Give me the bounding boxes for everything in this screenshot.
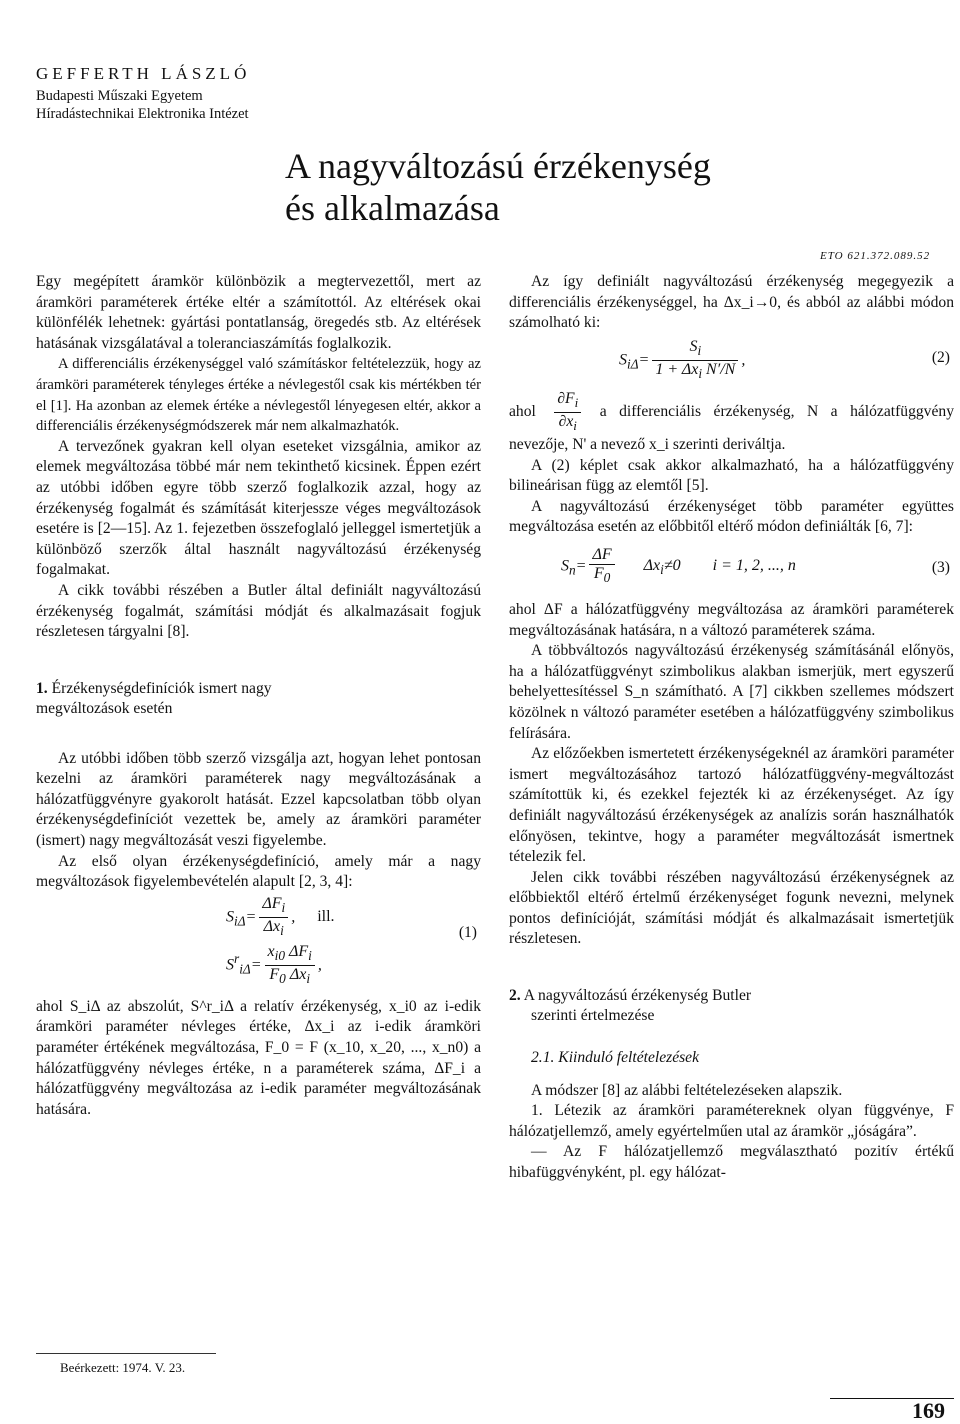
udc-code: ETO 621.372.089.52 <box>820 250 931 262</box>
paragraph: Egy megépített áramkör különbözik a megtervezettől, mert az áramköri paraméterek értéke eltér a számítottól. Az eltérések okai különfélék lehetnek: gyártási pontatlanság, öregedés stb. Az eltérések hatásának vizsgálatával a toleranciaszámítás foglalkozik. <box>36 273 481 352</box>
paragraph: Az első olyan érzékenységdefiníció, amely már a nagy megváltozások figyelembevételén alapult [2, 3, 4]: <box>36 852 481 891</box>
equation-number: (3) <box>931 558 950 576</box>
paragraph: A módszer [8] az alábbi feltételezéseken alapszik. <box>531 1081 843 1099</box>
section-1-heading <box>36 679 481 719</box>
page-number: 169 <box>912 1398 945 1423</box>
paragraph: A többváltozós nagyváltozású érzékenység számításánál előnyös, ha a hálózatfüggvényt szimbolikus alakban ismerjük, mert egyszerű behelyettesítéssel S_n számítható. A [7] cikkben szellemes módszert közölnek n változó paraméter esetében a hálózatfüggvény szimbolikus felírására. <box>509 642 954 742</box>
section-title-part: szerinti értelmezése <box>531 1007 655 1025</box>
equation-3: $S_n=$ $\frac{\Delta F}{F_0}$ $\Delta x_i\ne 0$ i = 1, 2, ..., n (3) <box>561 545 950 586</box>
equation-connector: ill. <box>317 908 335 926</box>
equation-number: (2) <box>931 348 950 366</box>
affiliation-institute: Híradástechnikai Elektronika Intézet <box>36 106 249 122</box>
paragraph: — Az F hálózatjellemző megválasztható pozitív értékű hibafüggvényként, pl. egy hálózat- <box>509 1143 954 1182</box>
author-name: GEFFERTH LÁSZLÓ <box>36 64 251 83</box>
section-title-part: A nagyváltozású érzékenység Butler <box>523 987 752 1005</box>
equation-2: $S_{i\Delta}=$ $\frac{S_i}{1 + \Delta x_i N'/N}$ , (2) <box>619 337 950 382</box>
paragraph: Az előzőekben ismertetett érzékenységeknél az áramköri paraméter ismert megváltozásához tartozó hálózatfüggvény-megváltozást számítottük ki, és ezekkel fejezték ki az érzékenységet. Az így definiált nagyváltozású érzékenységek az analízis során használhatók előnyösen, tekintve, hogy a paraméter megváltozását ismertnek tételezik fel. <box>509 745 954 866</box>
paragraph: A tervezőnek gyakran kell olyan eseteket vizsgálnia, amikor az elemek megváltozása többé már nem tekinthető kicsinek. Éppen ezért az utóbbi időben egyre több szerző foglalkozik azzal, hogy az érzékenység fogalmát és számítását kiterjessze véges megváltozások esetére is [2—15]. Az 1. fejezetben összefoglaló jelleggel ismertetjük a különböző szerzők által használt nagyváltozású érzékenység fogalmakat. <box>36 437 481 579</box>
partial-derivative: $\frac{\partial F_i}{\partial x_i}$ <box>554 390 581 435</box>
paragraph: Az utóbbi időben több szerző vizsgálja azt, hogyan lehet pontosan kezelni az áramköri paraméterek nagy megváltozásának a hálózatfüggvényre gyakorolt hatását. Ezzel kapcsolatban több olyan érzékenységdefiníciót vezettek be, amely az áramköri paraméter (ismert) nagy megváltozását veszi figyelembe. <box>36 749 481 850</box>
section-number: 2. <box>509 987 521 1005</box>
paragraph <box>509 390 954 456</box>
right-column <box>509 272 954 1184</box>
section-2-heading <box>509 986 954 1026</box>
section-number: 1. <box>36 679 48 697</box>
received-date: Beérkezett: 1974. V. 23. <box>60 1360 186 1375</box>
footnote-divider <box>36 1353 216 1354</box>
equation-number: (1) <box>458 923 477 941</box>
equation-1: $S_{i\Delta}=$ $\frac{\Delta F_i}{\Delta x_i}$ , ill. $S^r_{i\Delta}=$ $\frac{x_{i0} \Delta F_i}{F_0 \Delta x_i}$ , (1) <box>226 894 477 987</box>
paragraph: 1. Létezik az áramköri paramétereknek olyan függvénye, F hálózatjellemző, amely egyértelműen utal az áramkör „jóságára”. <box>509 1102 954 1140</box>
text-run: ahol <box>509 402 536 420</box>
text-run: a differenciális érzékenység, N a hálózatfüggvény nevezője, N' a nevező x_i szerinti deriváltja. <box>509 402 954 453</box>
article-title <box>285 145 805 229</box>
subsection-heading: 2.1. Kiinduló feltételezések <box>531 1049 700 1067</box>
paragraph: ahol S_iΔ az abszolút, S^r_iΔ a relatív érzékenység, x_i0 az i-edik áramköri paraméter névleges értéke, Δx_i az i-edik áramköri paraméter értékének megváltozása, F_0 = F (x_10, x_20, ..., x_n0) a hálózatfüggvény névleges értéke, n a paraméterek száma, ΔF_i a hálózatfüggvény megváltozása az i-edik paraméter megváltozásának hatására. <box>36 997 481 1118</box>
title-line-1: A nagyváltozású érzékenység <box>285 146 711 186</box>
paragraph: ahol ΔF a hálózatfüggvény megváltozása az áramköri paraméterek megváltozásának hatására, n a változó paraméterek száma. <box>509 600 954 639</box>
paragraph: A cikk további részében a Butler által definiált nagyváltozású érzékenység fogalmát, számítási módját és alkalmazásait fogjuk részletesen tárgyalni [8]. <box>36 581 481 641</box>
paragraph: Jelen cikk további részében nagyváltozású érzékenységnek az előbbiektől eltérő értelmű érzékenységet fogunk nevezni, melynek pontos definícióját, számítási módját és alkalmazásait ismertetjük részletesen. <box>509 868 954 948</box>
paragraph: Az így definiált nagyváltozású érzékenység megegyezik a differenciális érzékenységgel, ha Δx_i→0, és abból az alábbi módon számolható ki: <box>509 273 954 332</box>
section-title-part: Érzékenységdefiníciók ismert nagy <box>51 679 272 697</box>
section-title-part: megváltozások esetén <box>36 699 173 717</box>
affiliation-university: Budapesti Műszaki Egyetem <box>36 88 203 104</box>
left-column <box>36 272 481 1120</box>
paragraph: A (2) képlet csak akkor alkalmazható, ha a hálózatfüggvény bilineárisan függ az elemtől [5]. <box>509 456 954 495</box>
paragraph: A differenciális érzékenységgel való számításkor feltételezzük, hogy az áramköri paraméterek tényleges értéke a névlegestől csak kis mértékben tér el [1]. Ha azonban az elemek értéke a névlegestől lényegesen eltér, akkor a differenciális érzékenységmódszerek már nem alkalmazhatók. <box>36 356 481 435</box>
paragraph: A nagyváltozású érzékenységet több paraméter együttes megváltozása esetén az előbbitől eltérő módon definiálták [6, 7]: <box>509 497 954 536</box>
title-line-2: és alkalmazása <box>285 188 500 228</box>
